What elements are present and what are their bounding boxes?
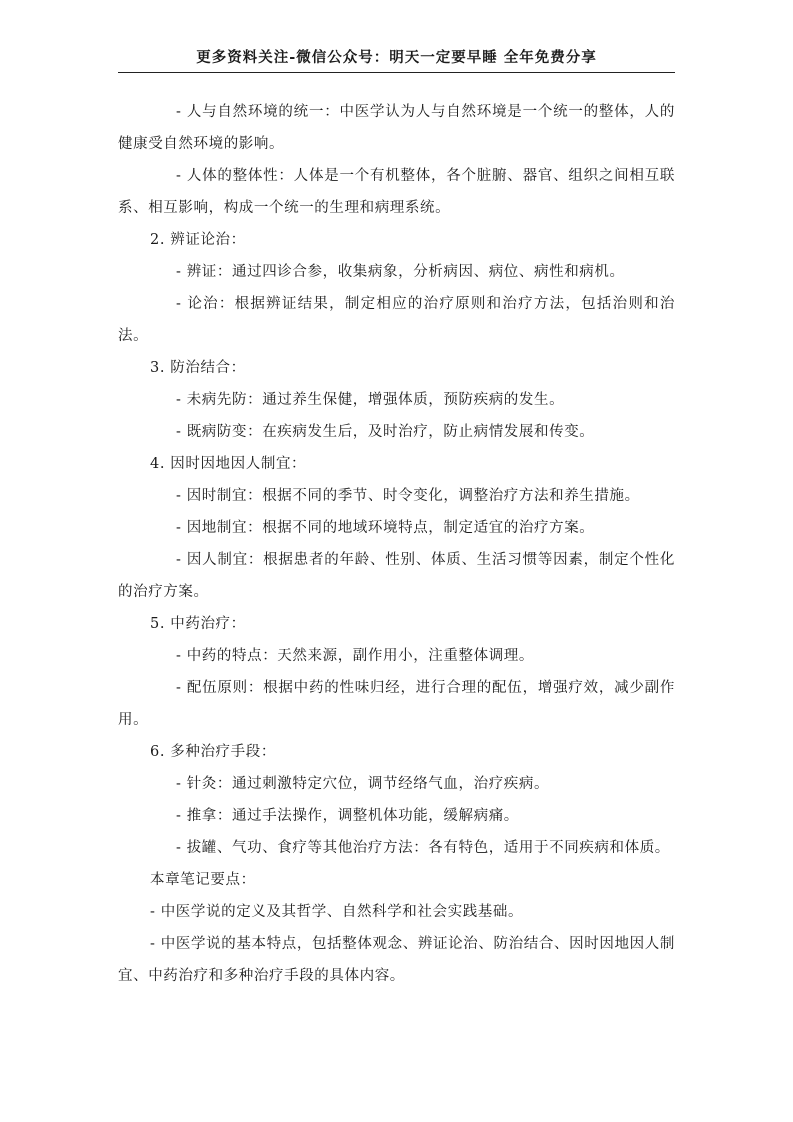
notes-heading: 本章笔记要点：: [150, 872, 256, 888]
notes-item: - 中医学说的基本特点，包括整体观念、辨证论治、防治结合、因时因地因人制宜、中药治疗和多种治疗手段的具体内容。: [118, 936, 675, 984]
section-heading: 6. 多种治疗手段：: [150, 744, 276, 760]
bullet-paragraph: - 未病先防：通过养生保健，增强体质，预防疾病的发生。: [176, 392, 565, 408]
bullet-paragraph: - 人体的整体性：人体是一个有机整体，各个脏腑、器官、组织之间相互联系、相互影响，构成一个统一的生理和病理系统。: [118, 168, 675, 216]
bullet-paragraph: - 因时制宜：根据不同的季节、时令变化，调整治疗方法和养生措施。: [176, 488, 640, 504]
bullet-paragraph: - 推拿：通过手法操作，调整机体功能，缓解病痛。: [176, 808, 519, 824]
section-heading: 4. 因时因地因人制宜：: [150, 456, 307, 472]
section-heading: 3. 防治结合：: [150, 360, 246, 376]
section-heading: 5. 中药治疗：: [150, 616, 246, 632]
bullet-paragraph: - 针灸：通过刺激特定穴位，调节经络气血，治疗疾病。: [176, 776, 550, 792]
page-header: [118, 44, 675, 73]
bullet-paragraph: - 人与自然环境的统一：中医学认为人与自然环境是一个统一的整体，人的健康受自然环境的影响。: [118, 104, 675, 152]
bullet-paragraph: - 既病防变：在疾病发生后，及时治疗，防止病情发展和传变。: [176, 424, 595, 440]
bullet-paragraph: - 因人制宜：根据患者的年龄、性别、体质、生活习惯等因素，制定个性化的治疗方案。: [118, 552, 675, 600]
bullet-paragraph: - 辨证：通过四诊合参，收集病象，分析病因、病位、病性和病机。: [176, 264, 625, 280]
bullet-paragraph: - 论治：根据辨证结果，制定相应的治疗原则和治疗方法，包括治则和治法。: [118, 296, 675, 344]
bullet-paragraph: - 因地制宜：根据不同的地域环境特点，制定适宜的治疗方案。: [176, 520, 595, 536]
notes-item: - 中医学说的定义及其哲学、自然科学和社会实践基础。: [150, 904, 524, 920]
bullet-paragraph: - 中药的特点：天然来源，副作用小，注重整体调理。: [176, 648, 535, 664]
bullet-paragraph: - 配伍原则：根据中药的性味归经，进行合理的配伍，增强疗效，减少副作用。: [118, 680, 675, 728]
bullet-paragraph: - 拔罐、气功、食疗等其他治疗方法：各有特色，适用于不同疾病和体质。: [176, 840, 670, 856]
section-heading: 2. 辨证论治：: [150, 232, 246, 248]
document-body: [118, 96, 675, 992]
header-text: 更多资料关注-微信公众号：明天一定要早睡 全年免费分享: [196, 49, 597, 66]
